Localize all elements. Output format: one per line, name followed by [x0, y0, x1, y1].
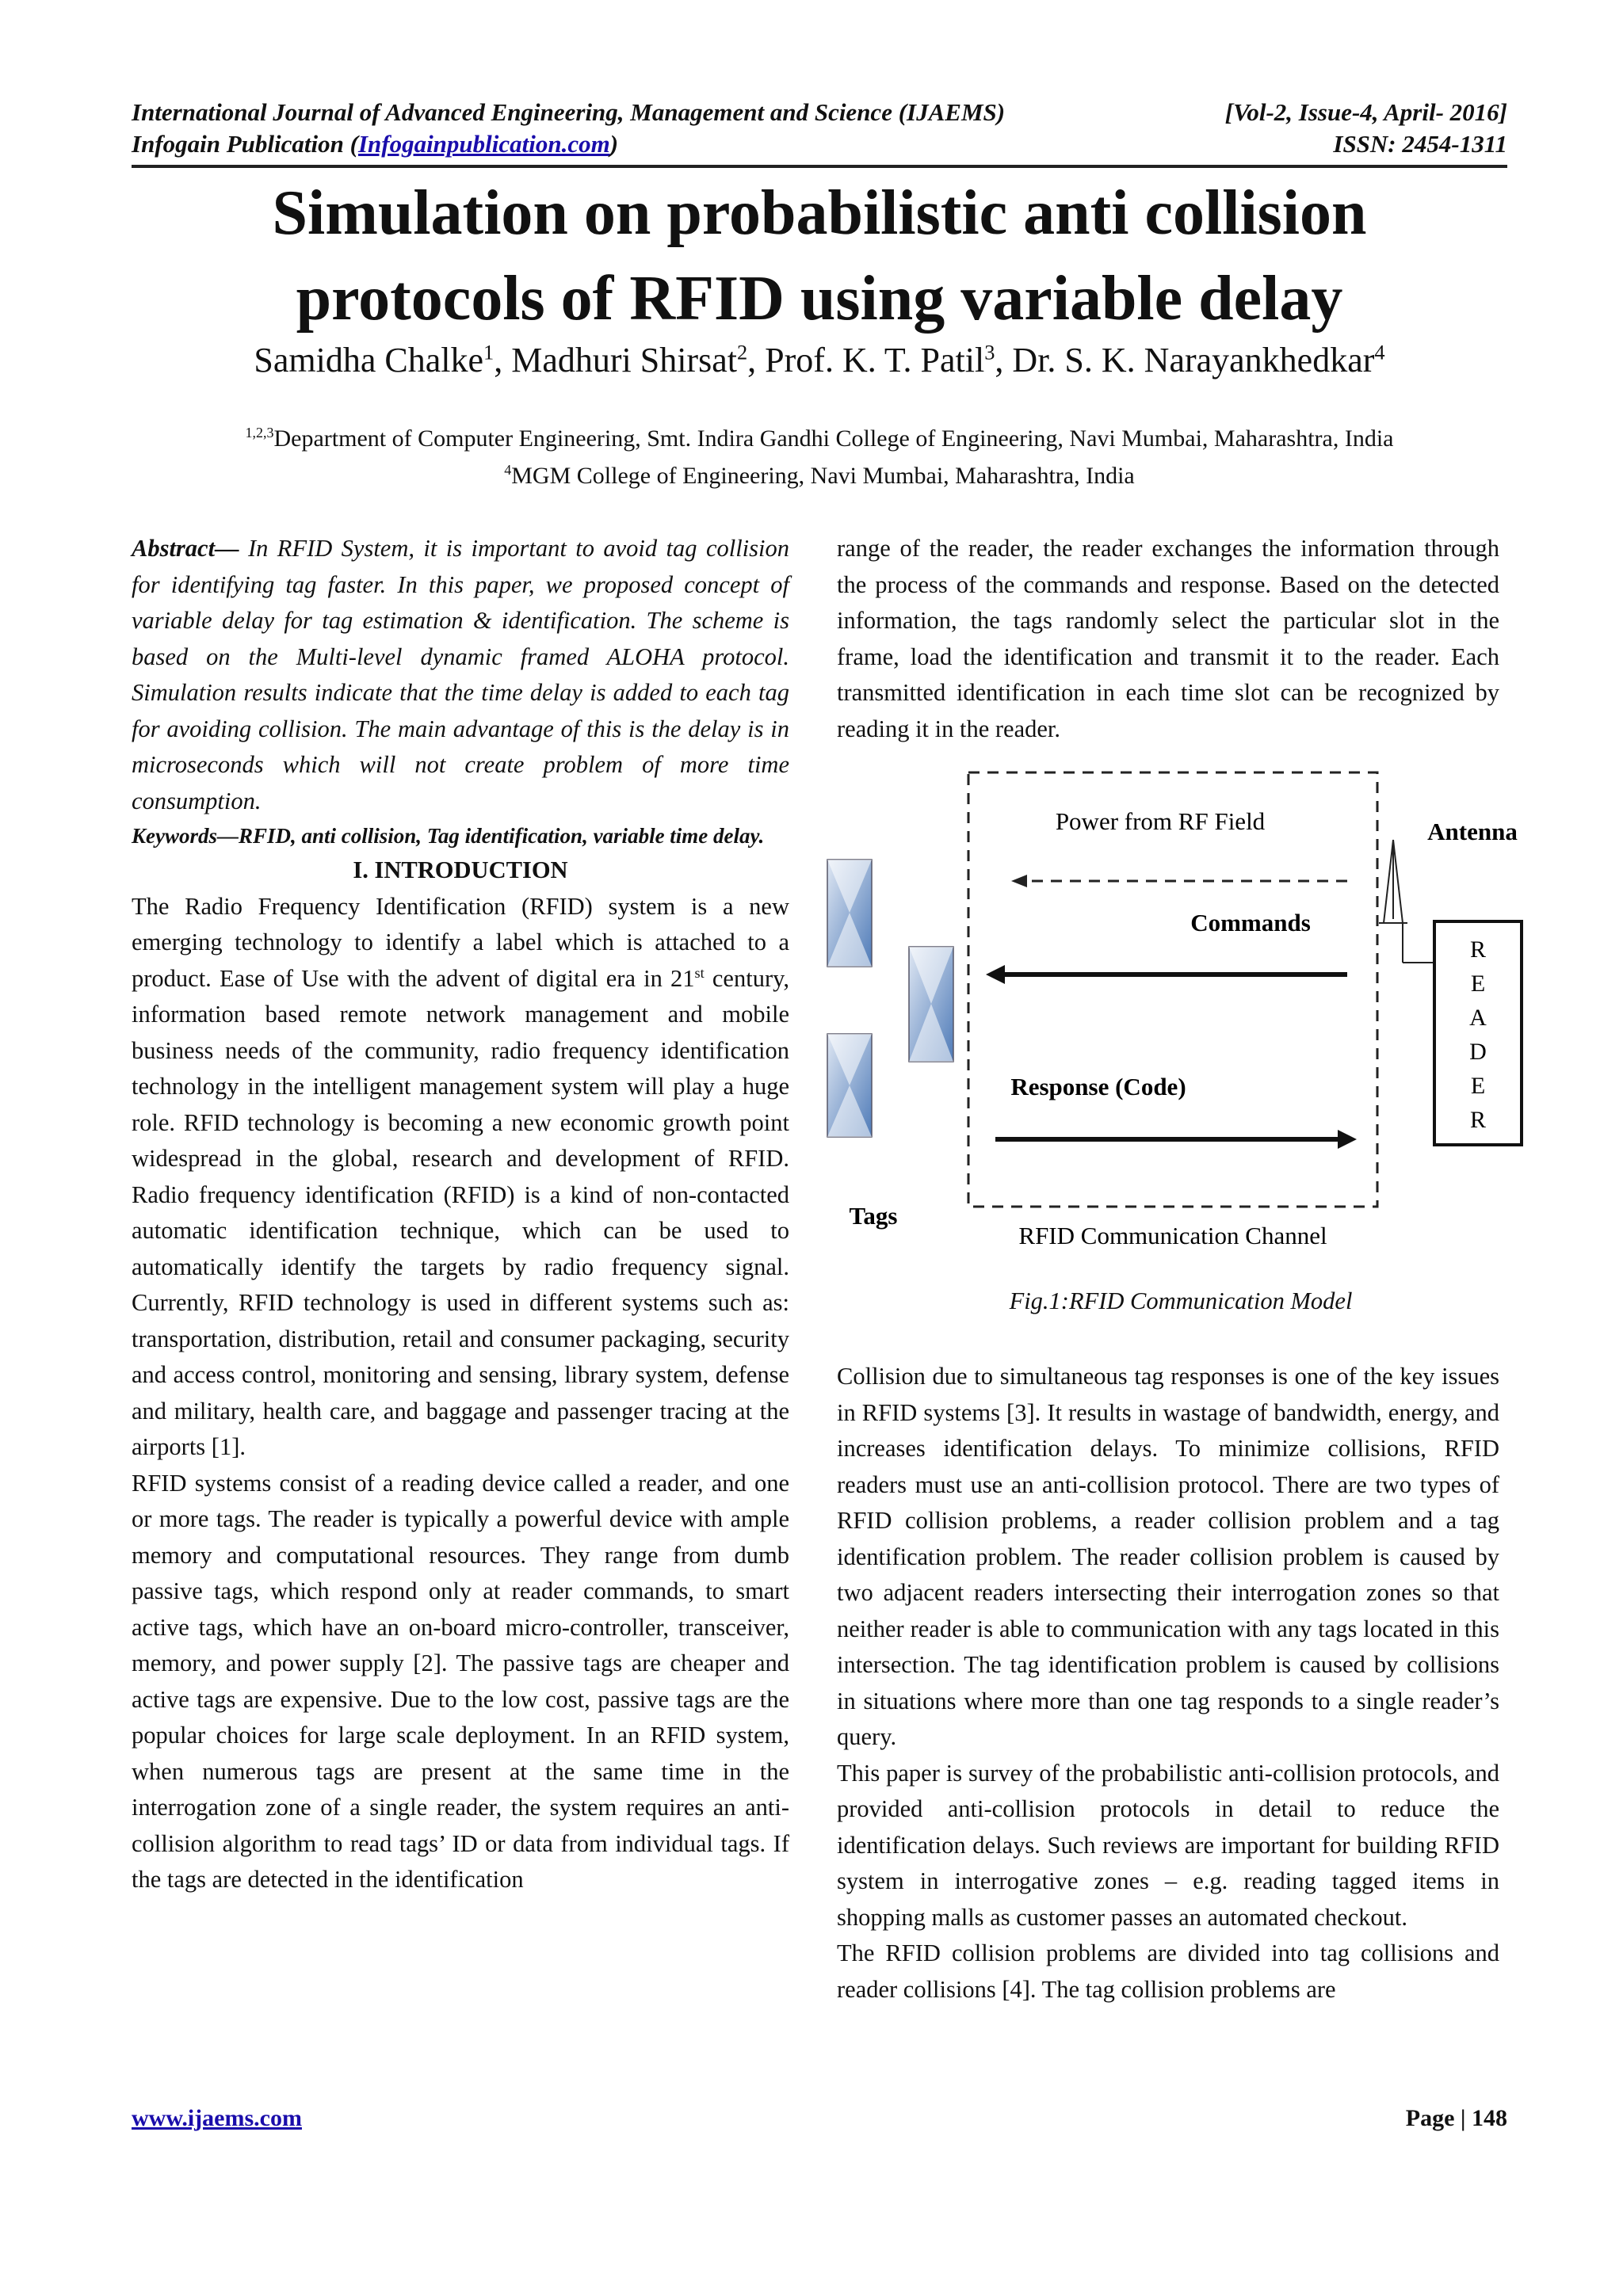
- commands-arrowhead: [986, 965, 1005, 984]
- left-column: [132, 531, 789, 1898]
- page-number: Page | 148: [1405, 2105, 1507, 2131]
- right-column-top: [837, 531, 1499, 747]
- paper-title: Simulation on probabilistic anti collision protocols of RFID using variable delay: [272, 178, 1367, 334]
- affiliations: [132, 420, 1507, 494]
- publisher: Infogain Publication (Infogainpublication.com): [132, 130, 619, 158]
- reader-letter: A: [1469, 1005, 1487, 1031]
- intro-paragraph-2: RFID systems consist of a reading device called a reader, and one or more tags. The reader is typically a powerful device with ample memory and computational resources. They range from dumb passive tags, which respond only at reader commands, to smart active tags, which have an on-board micro-controller, transceiver, memory, and power supply [2]. The passive tags are cheaper and active tags are expensive. Due to the low cost, passive tags are the popular choices for large scale deployment. In an RFID system, when numerous tags are present at the same time in the interrogation zone of a single reader, the system requires an anti-collision algorithm to read tags’ ID or data from individual tags. If the tags are detected in the identification: [132, 1469, 789, 1893]
- publisher-link[interactable]: Infogainpublication.com: [357, 130, 610, 158]
- commands-label: Commands: [1190, 909, 1311, 936]
- rfid-communication-figure: [824, 765, 1537, 1335]
- reader-letter: E: [1470, 971, 1486, 997]
- intro-paragraph-1: The Radio Frequency Identification (RFID) system is a new emerging technology to identify a label which is attached to a product. Ease of Use with the advent of digital era in 21st century, information based remote network management and mobile business needs of the community, radio frequency identification technology in the intelligent management system will play a huge role. RFID technology is becoming a new economic growth point widespread in the global, research and development of RFID. Radio frequency identification (RFID) is a kind of non-contacted automatic identification technique, which can be used to automatically identify the targets by radio frequency signal. Currently, RFID technology is used in different systems such as: transportation, distribution, retail and consumer packaging, security and access control, monitoring and sensing, library system, defense and military, health care, and baggage and passenger tracing at the airports [1].: [132, 892, 789, 1460]
- response-label: Response (Code): [1010, 1073, 1186, 1100]
- channel-label: RFID Communication Channel: [1018, 1222, 1327, 1249]
- paragraph-continued: range of the reader, the reader exchanges the information through the process of the commands and response. Based on the detected information, the tags randomly select the particular slot in the frame, load the identification and transmit it to the reader. Each transmitted identification in each time slot can be recognized by reading it in the reader.: [837, 535, 1499, 742]
- affiliation: $^{1,2,3}$Department of Computer Engineering, Smt. Indira Gandhi College of Engineering, Navi Mumbai, Maharashtra, India: [245, 425, 1394, 452]
- figure-caption: Fig.1:RFID Communication Model: [1009, 1287, 1353, 1314]
- response-arrowhead: [1338, 1130, 1357, 1149]
- right-column-bottom: [837, 1359, 1499, 2008]
- issn: ISSN: 2454-1311: [1333, 130, 1507, 158]
- reader-letter: R: [1469, 936, 1487, 963]
- volume-info: [Vol-2, Issue-4, April- 2016]: [1224, 98, 1507, 126]
- author: Prof. K. T. Patil$^3$,: [765, 340, 1013, 379]
- tags-label: Tags: [849, 1202, 898, 1230]
- reader-letter: E: [1470, 1073, 1486, 1099]
- tag-icon: [827, 860, 872, 967]
- header-rule: [132, 165, 1507, 168]
- author: Madhuri Shirsat$^2$,: [511, 340, 766, 379]
- power-label: Power from RF Field: [1055, 807, 1266, 835]
- affiliation: $^4$MGM College of Engineering, Navi Mumbai, Maharashtra, India: [504, 462, 1135, 489]
- reader-letter: D: [1469, 1039, 1487, 1065]
- paragraph: This paper is survey of the probabilistic anti-collision protocols, and provided anti-collision protocols in detail to reduce the identification delays. Such reviews are important for building RFID system in interrogative zones – e.g. reading tagged items in shopping malls as customer passes an automated checkout.: [837, 1759, 1499, 1931]
- paragraph: The RFID collision problems are divided into tag collisions and reader collisions [4]. The tag collision problems are: [837, 1939, 1499, 2003]
- tag-icon: [827, 1034, 872, 1137]
- antenna-label: Antenna: [1427, 818, 1518, 845]
- power-arrowhead: [1011, 875, 1027, 887]
- author-list: [132, 337, 1507, 384]
- footer-website-link[interactable]: www.ijaems.com: [132, 2105, 302, 2131]
- antenna-icon: [1379, 840, 1434, 963]
- author: Samidha Chalke$^1$,: [254, 340, 512, 379]
- section-heading-introduction: I. INTRODUCTION: [353, 856, 568, 883]
- paragraph: Collision due to simultaneous tag responses is one of the key issues in RFID systems [3]. It results in wastage of bandwidth, energy, and increases identification delays. To minimize collisions, RFID readers must use an anti-collision protocol. There are two types of RFID collision problems, a reader collision problem and a tag identification problem. The reader collision problem is caused by two adjacent readers intersecting their interrogation zones so that neither reader is able to communication with any tags located in this intersection. The tag identification problem is caused by collisions in situations where more than one tag responds to a single reader’s query.: [837, 1363, 1499, 1750]
- author: Dr. S. K. Narayankhedkar$^4$: [1012, 340, 1385, 379]
- reader-letter: R: [1469, 1107, 1487, 1133]
- keywords: Keywords—RFID, anti collision, Tag identification, variable time delay.: [132, 824, 765, 848]
- journal-name: International Journal of Advanced Engineering, Management and Science (IJAEMS): [132, 98, 1006, 126]
- abstract: Abstract— In RFID System, it is important to avoid tag collision for identifying tag faster. In this paper, we proposed concept of variable delay for tag estimation & identification. The scheme is based on the Multi-level dynamic framed ALOHA protocol. Simulation results indicate that the time delay is added to each tag for avoiding collision. The main advantage of this is the delay is in microseconds which will not create problem of more time consumption.: [132, 535, 789, 814]
- tag-icon: [909, 947, 953, 1062]
